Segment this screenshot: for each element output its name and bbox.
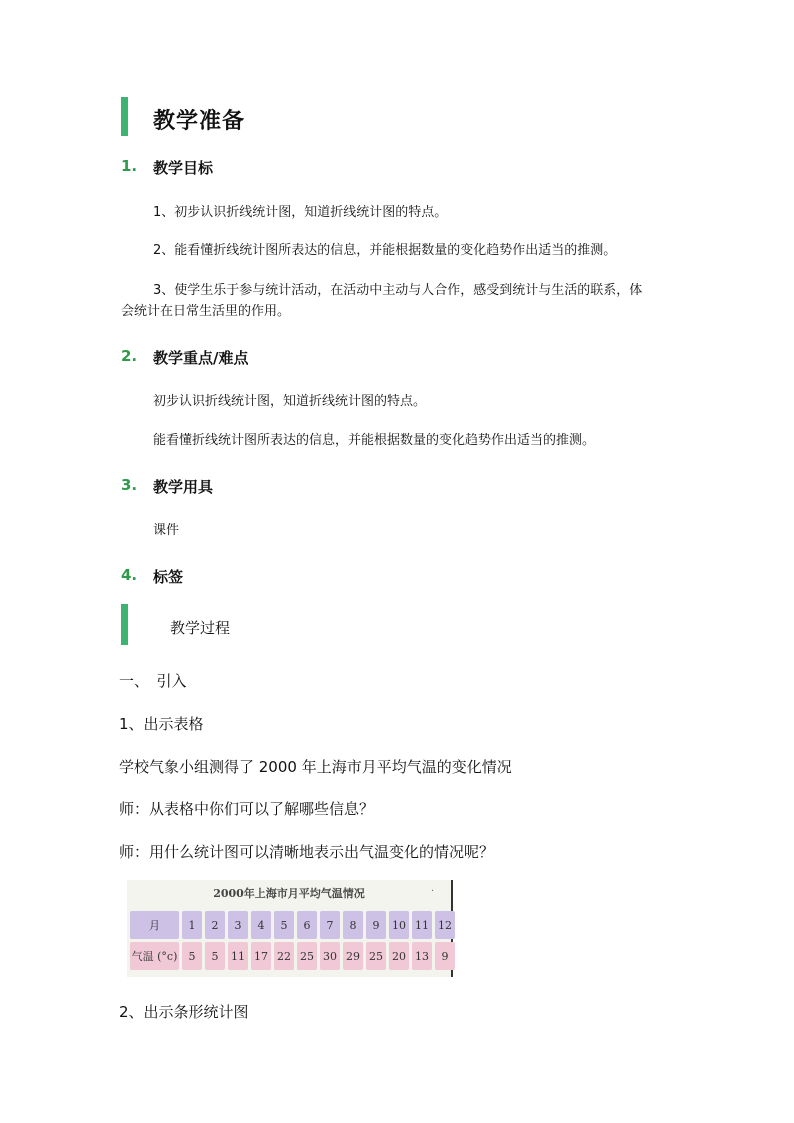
temp-cell: 5 <box>205 942 225 970</box>
table-row-temperatures <box>130 942 455 970</box>
item-number: 3. <box>121 476 138 494</box>
month-cell: 4 <box>251 911 271 939</box>
temp-cell: 25 <box>297 942 317 970</box>
paragraph: 课件 <box>153 523 180 538</box>
paragraph: 初步认识折线统计图，知道折线统计图的特点。 <box>153 394 427 409</box>
item-number: 2. <box>121 347 138 365</box>
section-marker-bar <box>121 604 128 645</box>
temp-cell: 17 <box>251 942 271 970</box>
month-cell: 6 <box>297 911 317 939</box>
item-number: 4. <box>121 566 138 584</box>
row-label-month: 月 <box>130 911 179 939</box>
item-title-tools: 教学用具 <box>153 478 214 496</box>
month-cell: 3 <box>228 911 248 939</box>
section-title-teaching-prep: 教学准备 <box>153 109 246 134</box>
item-title-key-points: 教学重点/难点 <box>153 349 249 367</box>
month-cell: 9 <box>366 911 386 939</box>
line-step: 1、出示表格 <box>119 715 204 733</box>
temp-cell: 20 <box>389 942 409 970</box>
temp-cell: 9 <box>435 942 455 970</box>
month-cell: 1 <box>182 911 202 939</box>
line-text: 学校气象小组测得了 2000 年上海市月平均气温的变化情况 <box>119 758 512 776</box>
month-cell: 10 <box>389 911 409 939</box>
temp-cell: 13 <box>412 942 432 970</box>
table-row-months <box>130 911 455 939</box>
temp-cell: 25 <box>366 942 386 970</box>
temp-cell: 5 <box>182 942 202 970</box>
month-cell: 11 <box>412 911 432 939</box>
month-cell: 7 <box>320 911 340 939</box>
paragraph: 1、初步认识折线统计图，知道折线统计图的特点。 <box>153 205 448 220</box>
decor-dot: · <box>431 886 435 897</box>
month-cell: 12 <box>435 911 455 939</box>
temp-cell: 30 <box>320 942 340 970</box>
paragraph: 会统计在日常生活里的作用。 <box>121 304 291 319</box>
table-title: 2000年上海市月平均气温情况 <box>213 887 365 900</box>
item-title-objectives: 教学目标 <box>153 159 214 177</box>
temp-cell: 22 <box>274 942 294 970</box>
month-cell: 5 <box>274 911 294 939</box>
item-number: 1. <box>121 157 138 175</box>
line-text: 师：从表格中你们可以了解哪些信息？ <box>119 800 375 818</box>
paragraph: 能看懂折线统计图所表达的信息，并能根据数量的变化趋势作出适当的推测。 <box>153 433 596 448</box>
section-title-teaching-process: 教学过程 <box>170 619 231 637</box>
month-cell: 8 <box>343 911 363 939</box>
line-text: 师：用什么统计图可以清晰地表示出气温变化的情况呢？ <box>119 843 495 861</box>
temperature-table-image <box>127 880 453 977</box>
item-title-tags: 标签 <box>153 568 184 586</box>
month-cell: 2 <box>205 911 225 939</box>
paragraph: 3、使学生乐于参与统计活动，在活动中主动与人合作，感受到统计与生活的联系，体 <box>153 283 643 298</box>
line-step-bar-chart: 2、出示条形统计图 <box>119 1003 249 1021</box>
line-intro: 一、 引入 <box>119 672 187 690</box>
paragraph: 2、能看懂折线统计图所表达的信息，并能根据数量的变化趋势作出适当的推测。 <box>153 243 617 258</box>
section-marker-bar <box>121 97 128 136</box>
temp-cell: 29 <box>343 942 363 970</box>
row-label-temperature: 气温 (°c) <box>130 942 179 970</box>
temp-cell: 11 <box>228 942 248 970</box>
